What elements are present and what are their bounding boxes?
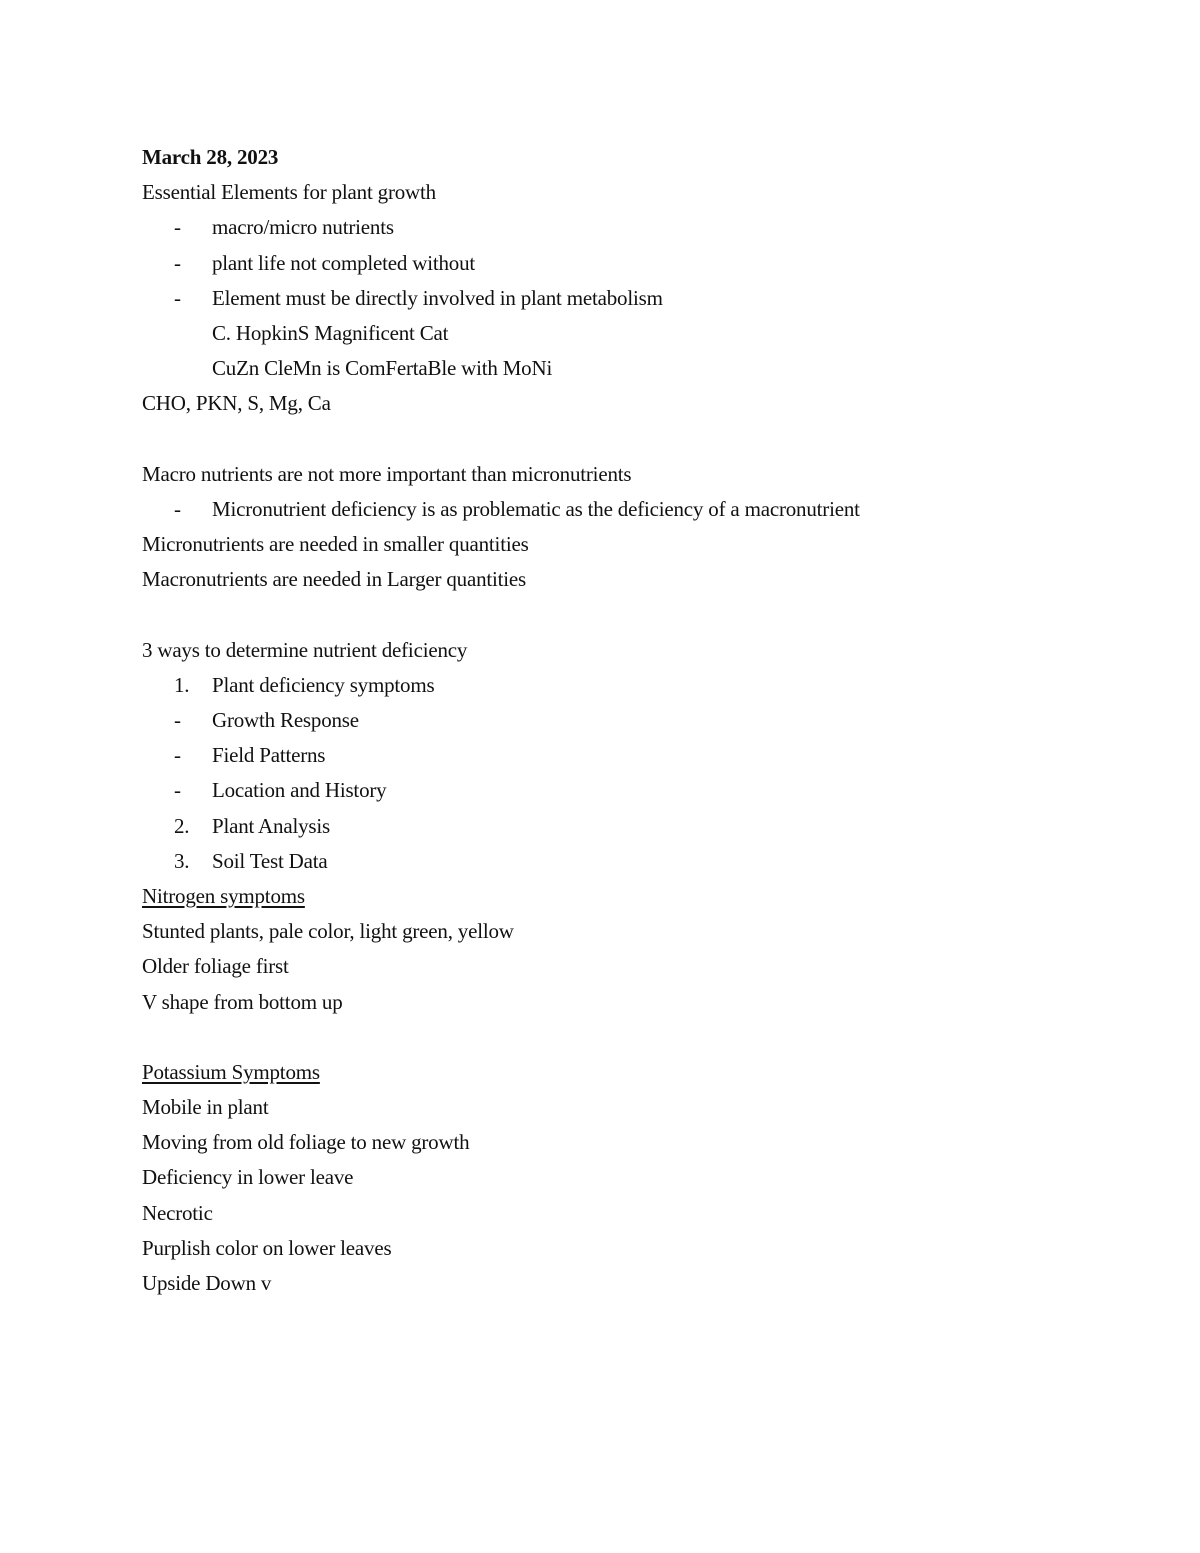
list-item <box>142 738 1142 773</box>
text-line: Moving from old foliage to new growth <box>142 1130 470 1155</box>
list-item <box>142 668 1142 703</box>
list-marker: - <box>174 743 181 768</box>
mnemonic-line: CuZn CleMn is ComFertaBle with MoNi <box>212 356 553 381</box>
section-title-deficiency: 3 ways to determine nutrient deficiency <box>142 637 468 662</box>
text-line: Deficiency in lower leave <box>142 1165 354 1190</box>
section-title-macro-micro: Macro nutrients are not more important than micronutrients <box>142 461 632 486</box>
list-item <box>142 844 1142 879</box>
list-item <box>142 773 1142 808</box>
bullet-text: Micronutrient deficiency is as problematic as the deficiency of a macronutrient <box>212 496 860 521</box>
list-marker: - <box>174 708 181 732</box>
bullet-marker: - <box>174 215 181 240</box>
bullet-item <box>142 492 1142 527</box>
section-title-essential-elements: Essential Elements for plant growth <box>142 180 436 205</box>
text-line: V shape from bottom up <box>142 989 343 1014</box>
list-marker: 3. <box>174 848 190 873</box>
bullet-marker: - <box>174 250 181 275</box>
text-line: Micronutrients are needed in smaller quantities <box>142 532 529 557</box>
bullet-item <box>142 210 1142 245</box>
potassium-heading: Potassium Symptoms <box>142 1059 320 1084</box>
blank-line <box>142 1020 1142 1055</box>
blank-line <box>142 597 1142 632</box>
text-line: Older foliage first <box>142 954 289 979</box>
text-line: Necrotic <box>142 1200 213 1225</box>
bullet-text: plant life not completed without <box>212 250 476 275</box>
text-line: Macronutrients are needed in Larger quantities <box>142 567 527 592</box>
bullet-text: macro/micro nutrients <box>212 215 394 240</box>
list-text: Plant Analysis <box>212 813 330 838</box>
list-text: Location and History <box>212 778 387 803</box>
bullet-marker: - <box>174 496 181 521</box>
blank-line <box>142 422 1142 457</box>
list-marker: 2. <box>174 813 190 838</box>
list-text: Soil Test Data <box>212 848 328 873</box>
bullet-item <box>142 246 1142 281</box>
list-item <box>142 703 1142 738</box>
list-marker: - <box>174 778 181 803</box>
text-line: Purplish color on lower leaves <box>142 1235 392 1260</box>
text-line: Upside Down v <box>142 1271 272 1295</box>
text-line: Stunted plants, pale color, light green, yellow <box>142 919 514 944</box>
list-text: Growth Response <box>212 708 359 732</box>
elements-line: CHO, PKN, S, Mg, Ca <box>142 391 331 416</box>
list-text: Plant deficiency symptoms <box>212 672 435 697</box>
document-page <box>142 140 1142 1301</box>
text-line: Mobile in plant <box>142 1095 269 1120</box>
nitrogen-heading: Nitrogen symptoms <box>142 883 305 908</box>
mnemonic-line: C. HopkinS Magnificent Cat <box>212 320 449 345</box>
bullet-item <box>142 281 1142 316</box>
list-marker: 1. <box>174 672 190 697</box>
bullet-marker: - <box>174 285 181 310</box>
document-date: March 28, 2023 <box>142 145 279 169</box>
bullet-text: Element must be directly involved in plant metabolism <box>212 285 663 310</box>
list-item <box>142 809 1142 844</box>
list-text: Field Patterns <box>212 743 326 768</box>
